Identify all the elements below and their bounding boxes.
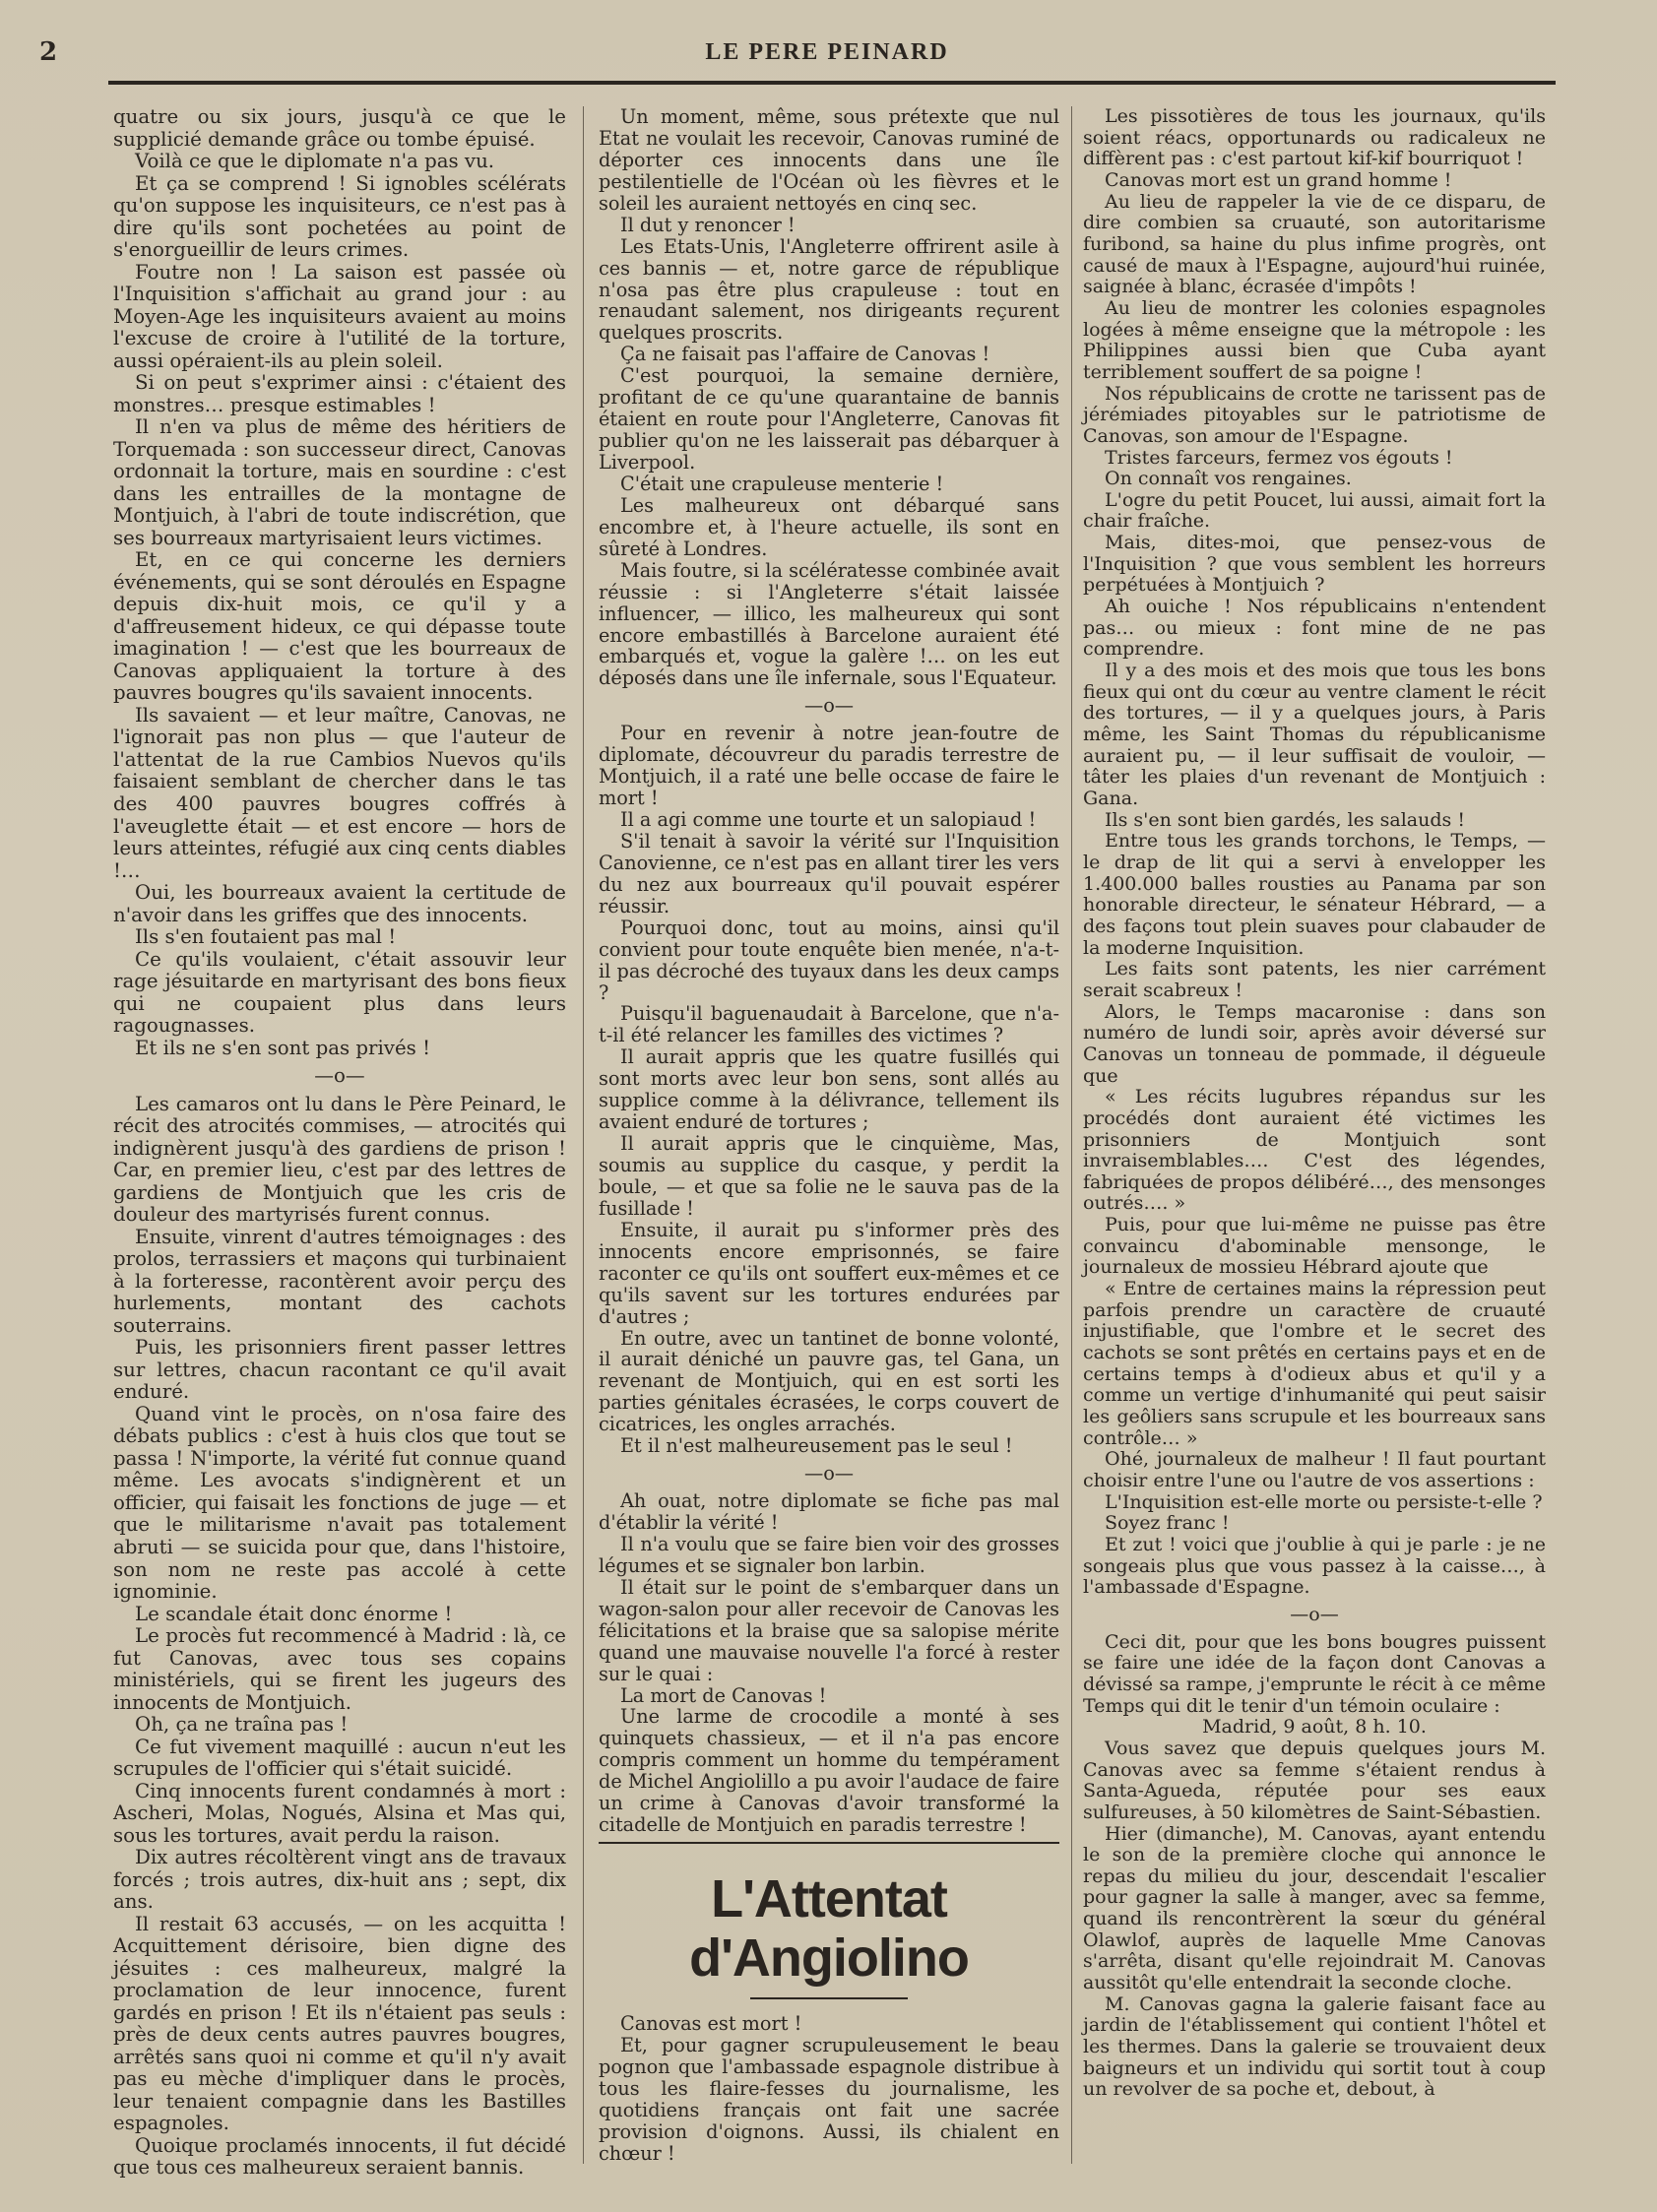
paragraph: Les faits sont patents, les nier carrément serait scabreux ! — [1083, 958, 1546, 1001]
paragraph: Ohé, journaleux de malheur ! Il faut pourtant choisir entre l'une ou l'autre de vos assertions : — [1083, 1448, 1546, 1491]
paragraph: Pourquoi donc, tout au moins, ainsi qu'il convient pour toute enquête bien menée, n'a-t-il pas décroché des tuyaux dans les deux camps ? — [599, 916, 1059, 1004]
paragraph: Entre tous les grands torchons, le Temps, — le drap de lit qui a servi à envelopper les 1.400.000 balles rousties au Panama par son honorable directeur, le sénateur Hébrard, — a des façons tout plein suaves pour clabauder de la moderne Inquisition. — [1083, 830, 1546, 959]
paragraph: Le procès fut recommencé à Madrid : là, ce fut Canovas, avec tous ses copains ministériels, qui se firent les jugeurs des innocents de Montjuich. — [113, 1624, 566, 1714]
paragraph: Cinq innocents furent condamnés à mort : Ascheri, Molas, Nogués, Alsina et Mas qui, sous les tortures, avait perdu la raison. — [113, 1779, 566, 1847]
paragraph: Madrid, 9 août, 8 h. 10. — [1202, 1716, 1427, 1738]
column-divider — [1071, 106, 1072, 2164]
paragraph: Il dut y renoncer ! — [620, 213, 796, 236]
column-divider — [583, 106, 584, 2164]
masthead — [98, 30, 1556, 79]
section-separator: —o— — [803, 1462, 855, 1485]
article-headline: L'Attentat d'Angiolino — [689, 1869, 969, 1989]
paragraph: Il a agi comme une tourte et un salopiaud ! — [620, 808, 1037, 831]
paragraph: Ensuite, il aurait pu s'informer près des innocents encore emprisonnés, se faire raconter ce qu'ils ont souffert eux-mêmes et ce qu'ils savent sur les tortures endurées par d'autres ; — [599, 1218, 1059, 1328]
paragraph: Quand vint le procès, on n'osa faire des débats publics : c'est à huis clos que tout se passa ! N'importe, la vérité fut connue quand même. Les avocats s'indignèrent et un officier, qui faisait les fonctions de juge — et que le militarisme n'avait pas totalement abruti — se suicida pour que, dans l'histoire, son nom ne reste pas accolé à cette ignominie. — [113, 1402, 566, 1604]
paragraph: Puisqu'il baguenaudait à Barcelone, que n'a-t-il été relancer les familles des victimes ? — [599, 1002, 1059, 1047]
paragraph: L'Inquisition est-elle morte ou persiste-t-elle ? — [1105, 1490, 1543, 1513]
paragraph: Oh, ça ne traîna pas ! — [135, 1713, 349, 1737]
paragraph: Et ils ne s'en sont pas privés ! — [135, 1036, 431, 1059]
paragraph: Dix autres récoltèrent vingt ans de travaux forcés ; trois autres, dix-huit ans ; sept, dix ans. — [113, 1846, 566, 1914]
paragraph: Ensuite, vinrent d'autres témoignages : des prolos, terrassiers et maçons qui turbinaient à la forteresse, racontèrent avoir perçu des hurlements, montant des cachots souterrains. — [113, 1225, 566, 1337]
paragraph: Il aurait appris que le cinquième, Mas, soumis au supplice du casque, y perdit la boule, — et que sa folie ne le sauva pas de la fusillade ! — [599, 1132, 1059, 1220]
paragraph: En outre, avec un tantinet de bonne volonté, il aurait déniché un pauvre gas, tel Gana, un revenant de Montjuich, qui en est sorti les parties génitales écrasées, le corps couvert de cicatrices, les ongles arrachés. — [599, 1326, 1059, 1436]
column-2-body — [599, 106, 1059, 1836]
paragraph: Les Etats-Unis, l'Angleterre offrirent asile à ces bannis — et, notre garce de république n'osa pas être plus crapuleuse : tout en renaudant salement, nos dirigeants reçurent quelques proscrits. — [599, 234, 1059, 345]
page-number: 2 — [39, 37, 58, 67]
paragraph: Il restait 63 accusés, — on les acquitta ! Acquittement dérisoire, bien digne des jésuites : ces malheureux, malgré la proclamation de leur innocence, furent gardés en prison ! Et ils n'étaient pas seuls : près de deux cents autres pauvres bougres, arrêtés sans quoi ni comme et qu'il n'y avait pas eu mèche d'impliquer dans le procès, leur tenaient compagnie dans les Bastilles espagnoles. — [113, 1912, 566, 2135]
header-rule — [108, 81, 1556, 85]
paragraph: C'était une crapuleuse menterie ! — [620, 472, 944, 495]
paragraph: Et, pour gagner scrupuleusement le beau pognon que l'ambassade espagnole distribue à tous les flaire-fesses du journalisme, les quotidiens français ont fait une sacrée provision d'oignons. Aussi, ils chialent en chœur ! — [599, 2034, 1059, 2165]
paragraph: Ce qu'ils voulaient, c'était assouvir leur rage jésuitarde en martyrisant des bons fieux qui ne coupaient plus dans leurs ragougnasses. — [113, 947, 566, 1038]
paragraph: Les pissotières de tous les journaux, qu'ils soient réacs, opportunards ou radicaleux ne diffèrent pas : c'est partout kif-kif bourriquot ! — [1083, 105, 1546, 170]
paragraph: Puis, les prisonniers firent passer lettres sur lettres, chacun racontant ce qu'il avait enduré. — [113, 1336, 566, 1404]
paragraph: Hier (dimanche), M. Canovas, ayant entendu le son de la première cloche qui annonce le repas du milieu du jour, descendait l'escalier pour gagner la salle à manger, avec sa femme, quand ils rencontrèrent la sœur du général Olawlof, auprès de laquelle Mme Canovas s'arrêta, disant qu'elle rejoindrait M. Canovas aussitôt qu'elle entendrait la seconde cloche. — [1083, 1822, 1546, 1994]
paragraph: Les malheureux ont débarqué sans encombre et, à l'heure actuelle, ils sont en sûreté à Londres. — [599, 493, 1059, 560]
paragraph: S'il tenait à savoir la vérité sur l'Inquisition Canovienne, ce n'est pas en allant tirer les vers du nez aux bourreaux qu'il pouvait espérer réussir. — [599, 829, 1059, 917]
paragraph: Il aurait appris que les quatre fusillés qui sont morts avec leur bon sens, sont allés au supplice comme à la délivrance, tellement ils avaient enduré de tortures ; — [599, 1045, 1059, 1134]
paragraph: Ils s'en sont bien gardés, les salauds ! — [1105, 808, 1465, 831]
paragraph: Une larme de crocodile a monté à ses quinquets chassieux, — et il n'a pas encore compris comment un homme du tempérament de Michel Angiolillo a pu avoir l'audace de faire un crime à Canovas d'avoir transformé la citadelle de Montjuich en paradis terrestre ! — [599, 1705, 1059, 1837]
paragraph: Il n'a voulu que se faire bien voir des grosses légumes et se signaler bon larbin. — [599, 1532, 1059, 1577]
paragraph: Au lieu de montrer les colonies espagnoles logées à même enseigne que la métropole : les Philippines aussi bien que Cuba ayant terriblement souffert de sa poigne ! — [1083, 296, 1546, 383]
article-2-body — [599, 2013, 1059, 2165]
paragraph: « Les récits lugubres répandus sur les procédés dont auraient été victimes les prisonniers de Montjuich sont invraisemblables…. C'est des légendes, fabriquées de propos délibéré…, des mensonges outrés…. » — [1083, 1086, 1546, 1215]
paragraph: Ceci dit, pour que les bons bougres puissent se faire une idée de la façon dont Canovas a dévissé sa rampe, j'emprunte le récit à ce même Temps qui dit le tenir d'un témoin oculaire : — [1083, 1630, 1546, 1717]
paragraph: Ça ne faisait pas l'affaire de Canovas ! — [620, 343, 990, 366]
paragraph: Et ça se comprend ! Si ignobles scélérats qu'on suppose les inquisiteurs, ce n'est pas à dire qu'ils sont pochetées au point de s'enorgueillir de leurs crimes. — [113, 171, 566, 262]
paragraph: Ils s'en foutaient pas mal ! — [135, 925, 397, 949]
paragraph: Puis, pour que lui-même ne puisse pas être convaincu d'abominable mensonge, le journaleux de mossieu Hébrard ajoute que — [1083, 1214, 1546, 1279]
newspaper-title: LE PERE PEINARD — [705, 39, 949, 65]
paragraph: Un moment, même, sous prétexte que nul Etat ne voulait les recevoir, Canovas ruminé de déporter ces innocents dans une île pestilentielle de l'Océan où les fièvres et le soleil les auraient nettoyés en cinq sec. — [599, 105, 1059, 215]
paragraph: Foutre non ! La saison est passée où l'Inquisition s'affichait au grand jour : au Moyen-Age les inquisiteurs avaient au moins l'excuse de croire à l'utilité de la torture, aussi opéraient-ils au plein soleil. — [113, 260, 566, 372]
paragraph: Alors, le Temps macaronise : dans son numéro de lundi soir, après avoir déversé sur Canovas un tonneau de pommade, il dégueule que — [1083, 1000, 1546, 1087]
paragraph: « Entre de certaines mains la répression peut parfois prendre un caractère de cruauté injustifiable, que l'ombre et le secret des cachots se sont prêtés en certains pays et en de certains temps à d'odieux abus et qu'il y a comme un vertige d'inhumanité qui peut saisir les geôliers sans scrupule et les bourreaux sans contrôle… » — [1083, 1278, 1546, 1449]
paragraph: Soyez franc ! — [1105, 1512, 1230, 1535]
column-2 — [599, 106, 1059, 2165]
paragraph: Oui, les bourreaux avaient la certitude de n'avoir dans les griffes que des innocents. — [113, 881, 566, 926]
paragraph: Ils savaient — et leur maître, Canovas, ne l'ignorait pas non plus — que l'auteur de l'attentat de la rue Cambios Nuevos qu'ils faisaient semblant de chercher dans le tas des 400 pauvres bougres coffrés à l'aveuglette était — et est encore — hors de leurs atteintes, réfugié aux cinq cents diables !… — [113, 703, 566, 882]
paragraph: Canovas mort est un grand homme ! — [1105, 168, 1452, 191]
paragraph: M. Canovas gagna la galerie faisant face au jardin de l'établissement qui contient l'hôtel et les thermes. Dans la galerie se trouvaient deux baigneurs et un individu qui sortit tout à coup un revolver de sa poche et, debout, à — [1083, 1992, 1546, 2101]
paragraph: Et zut ! voici que j'oublie à qui je parle : je ne songeais plus que vous passez à la caisse…, à l'ambassade d'Espagne. — [1083, 1533, 1546, 1599]
paragraph: Ah ouat, notre diplomate se fiche pas mal d'établir la vérité ! — [599, 1489, 1059, 1534]
paragraph: Canovas est mort ! — [620, 2012, 802, 2036]
paragraph: Tristes farceurs, fermez vos égouts ! — [1105, 446, 1453, 469]
paragraph: Il était sur le point de s'embarquer dans un wagon-salon pour aller recevoir de Canovas les félicitations et la braise que sa salopise mérite quand une mauvaise nouvelle l'a forcé à rester sur le quai : — [599, 1575, 1059, 1685]
column-1 — [113, 106, 566, 2180]
paragraph: Ah ouiche ! Nos républicains n'entendent pas… ou mieux : font mine de ne pas comprendre. — [1083, 596, 1546, 661]
paragraph: quatre ou six jours, jusqu'à ce que le supplicié demande grâce ou tombe épuisé. — [113, 105, 566, 151]
paragraph: Mais foutre, si la scélératesse combinée avait réussie : si l'Angleterre s'était laissée influencer, — illico, les malheureux qui sont encore embastillés à Barcelone auraient été embarqués et, vogue la galère !… on les eut déposés dans une île infernale, sous l'Equateur. — [599, 558, 1059, 690]
paragraph: Et il n'est malheureusement pas le seul ! — [620, 1434, 1013, 1458]
paragraph: C'est pourquoi, la semaine dernière, profitant de ce qu'une quarantaine de bannis étaient en route pour l'Angleterre, Canovas fit publier qu'on ne les laisserait pas débarquer à Liverpool. — [599, 364, 1059, 474]
paragraph: Il n'en va plus de même des héritiers de Torquemada : son successeur direct, Canovas ordonnait la torture, mais en sourdine : c'est dans les entrailles de la montagne de Montjuich, à l'abri de toute indiscrétion, que ses bourreaux martyrisaient leurs victimes. — [113, 415, 566, 549]
paragraph: Ce fut vivement maquillé : aucun n'eut les scrupules de l'officier qui s'était suicidé. — [113, 1735, 566, 1781]
section-separator: —o— — [803, 694, 855, 718]
paragraph: Quoique proclamés innocents, il fut décidé que tous ces malheureux seraient bannis. — [113, 2133, 566, 2180]
paragraph: On connaît vos rengaines. — [1105, 468, 1352, 490]
paragraph: Pour en revenir à notre jean-foutre de diplomate, découvreur du paradis terrestre de Montjuich, il a raté une belle occase de faire le mort ! — [599, 722, 1059, 810]
paragraph: L'ogre du petit Poucet, lui aussi, aimait fort la chair fraîche. — [1083, 488, 1546, 533]
paragraph: Voilà ce que le diplomate n'a pas vu. — [135, 150, 495, 173]
paragraph: Au lieu de rappeler la vie de ce disparu, de dire combien sa cruauté, son autoritarisme furibond, sa haine du plus infime progrès, ont causé de maux à l'Espagne, aujourd'hui ruinée, saignée à blanc, écrasée d'impôts ! — [1083, 190, 1546, 298]
paragraph: Vous savez que depuis quelques jours M. Canovas avec sa femme s'étaient rendus à Santa-Agueda, réputée pour ses eaux sulfureuses, à 50 kilomètres de Saint-Sébastien. — [1083, 1737, 1546, 1823]
headline-rule — [750, 1997, 908, 1999]
paragraph: Le scandale était donc énorme ! — [135, 1602, 453, 1625]
paragraph: Si on peut s'exprimer ainsi : c'étaient des monstres… presque estimables ! — [113, 371, 566, 416]
paragraph: Mais, dites-moi, que pensez-vous de l'Inquisition ? que vous semblent les horreurs perpétuées à Montjuich ? — [1083, 532, 1546, 597]
section-separator: —o— — [1290, 1603, 1339, 1625]
paragraph: Et, en ce qui concerne les derniers événements, qui se sont déroulés en Espagne depuis dix-huit mois, ce qu'il y a d'affreusement hideux, ce qui dépasse toute imagination ! — c'est que les bourreaux de Canovas appliquaient la torture à des pauvres bougres qu'ils savaient innocents. — [113, 548, 566, 705]
column-3 — [1083, 106, 1546, 2101]
section-separator: —o— — [314, 1064, 365, 1088]
paragraph: La mort de Canovas ! — [620, 1683, 827, 1707]
paragraph: Il y a des mois et des mois que tous les bons fieux qui ont du cœur au ventre clament le récit des tortures, — il y a quelques jours, à Paris même, les Saint Thomas du républicanisme auraient pu, — il leur suffisait de vouloir, — tâter les plaies d'un revenant de Montjuich : Gana. — [1083, 660, 1546, 809]
article-rule — [599, 1842, 1059, 1844]
paragraph: Nos républicains de crotte ne tarissent pas de jérémiades pitoyables sur le patriotisme de Canovas, son amour de l'Espagne. — [1083, 382, 1546, 447]
paragraph: Les camaros ont lu dans le Père Peinard, le récit des atrocités commises, — atrocités qui indignèrent jusqu'à des gardiens de prison ! Car, en premier lieu, c'est par des lettres de gardiens de Montjuich que les cris de douleur des martyrisés furent connus. — [113, 1092, 566, 1227]
